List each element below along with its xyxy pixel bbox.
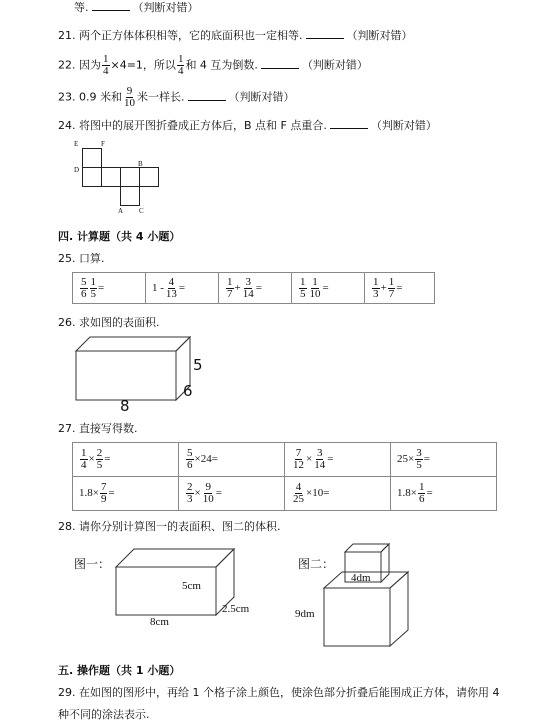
fig1-height: 5cm xyxy=(182,580,201,592)
question-24: 24. 将图中的展开图折叠成正方体后，B 点和 F 点重合. （判断对错） xyxy=(58,119,437,132)
question-29: 29. 在如图的图形中，再给 1 个格子涂上颜色，使涂色部分折叠后能围成正方体，请你用 4 xyxy=(58,686,500,699)
point-label-f: F xyxy=(101,140,105,148)
question-21: 21. 两个正方体体积相等，它的底面积也一定相等. （判断对错） xyxy=(58,29,413,42)
calc-cell: $\frac{1}{7}$ + $\frac{3}{14}$ = xyxy=(219,273,292,304)
question-26: 26. 求如图的表面积. xyxy=(58,316,160,329)
dim-length: 8 xyxy=(120,397,130,415)
point-label-d: D xyxy=(74,166,80,174)
answer-blank[interactable] xyxy=(306,28,344,39)
net-square xyxy=(120,186,140,206)
point-label-b: B xyxy=(138,160,143,168)
net-square xyxy=(82,148,102,168)
calc-cell: $\frac{4}{25}$ ×10= xyxy=(285,477,391,511)
calc-cell: 1.8× $\frac{7}{9}$ = xyxy=(73,477,179,511)
calc-cell: $\frac{1}{3}$ + $\frac{1}{7}$ = xyxy=(365,273,435,304)
calc-cell: 1.8× $\frac{1}{6}$ = xyxy=(391,477,497,511)
calc-cell: $\frac{5}{6}$ $\frac{1}{5}$ = xyxy=(73,273,146,304)
fig1-width: 2.5cm xyxy=(222,603,250,615)
answer-blank[interactable] xyxy=(330,118,368,129)
net-square xyxy=(101,167,121,187)
figure1-label: 图一： xyxy=(74,557,111,571)
dim-width: 6 xyxy=(183,382,193,400)
oral-calc-table xyxy=(72,272,435,304)
answer-blank[interactable] xyxy=(261,58,299,69)
question-25: 25. 口算. xyxy=(58,252,105,265)
fraction: $\frac{1}{4}$ xyxy=(103,53,109,77)
fig2-small-edge: 4dm xyxy=(351,572,371,584)
calc-cell: $\frac{7}{12}$ × $\frac{3}{14}$ = xyxy=(285,443,391,477)
figure2-label: 图二： xyxy=(298,557,335,571)
question-23: 23. 0.9 米和 $\frac{9}{10}$ 米一样长. （判断对错） xyxy=(58,85,295,109)
q20-tail: 等. （判断对错） xyxy=(74,1,199,14)
figure2-cubes xyxy=(320,540,420,650)
section-title: 五. 操作题（共 1 小题） xyxy=(58,664,181,677)
net-square xyxy=(120,167,140,187)
fraction: $\frac{1}{4}$ xyxy=(177,53,184,77)
calc-cell: $\frac{1}{5}$ $\frac{1}{10}$ = xyxy=(292,273,365,304)
question-27: 27. 直接写得数. xyxy=(58,422,138,435)
cube-net-figure xyxy=(74,140,164,220)
fig1-length: 8cm xyxy=(150,616,169,628)
question-22: 22. 因为 $\frac{1}{4}$ ×4=1，所以 $\frac{1}{4}$ 和 4 互为倒数. （判断对错） xyxy=(58,53,368,77)
question-29-line2: 种不同的涂法表示. xyxy=(58,708,150,721)
calc-cell: 25× $\frac{3}{5}$ = xyxy=(391,443,497,477)
section-title: 四. 计算题（共 4 小题） xyxy=(58,230,181,243)
calc-cell: $\frac{1}{4}$ × $\frac{2}{5}$ = xyxy=(73,443,179,477)
point-label-a: A xyxy=(118,207,124,215)
answer-blank[interactable] xyxy=(92,0,130,11)
question-28: 28. 请你分别计算图一的表面积、图二的体积. xyxy=(58,520,281,533)
calc-cell: $\frac{2}{3}$ × $\frac{9}{10}$ = xyxy=(179,477,285,511)
calc-cell: 1 - $\frac{4}{13}$ = xyxy=(146,273,219,304)
calc-cell: $\frac{5}{6}$ ×24= xyxy=(179,443,285,477)
fig2-large-edge: 9dm xyxy=(295,608,315,620)
point-label-e: E xyxy=(74,140,79,148)
dim-height: 5 xyxy=(193,356,203,374)
net-square xyxy=(139,167,159,187)
fraction: $\frac{9}{10}$ xyxy=(124,85,135,109)
cuboid-figure xyxy=(70,334,220,414)
point-label-c: C xyxy=(139,207,144,215)
answer-blank[interactable] xyxy=(188,90,226,101)
direct-calc-table xyxy=(72,442,497,511)
net-square xyxy=(82,167,102,187)
